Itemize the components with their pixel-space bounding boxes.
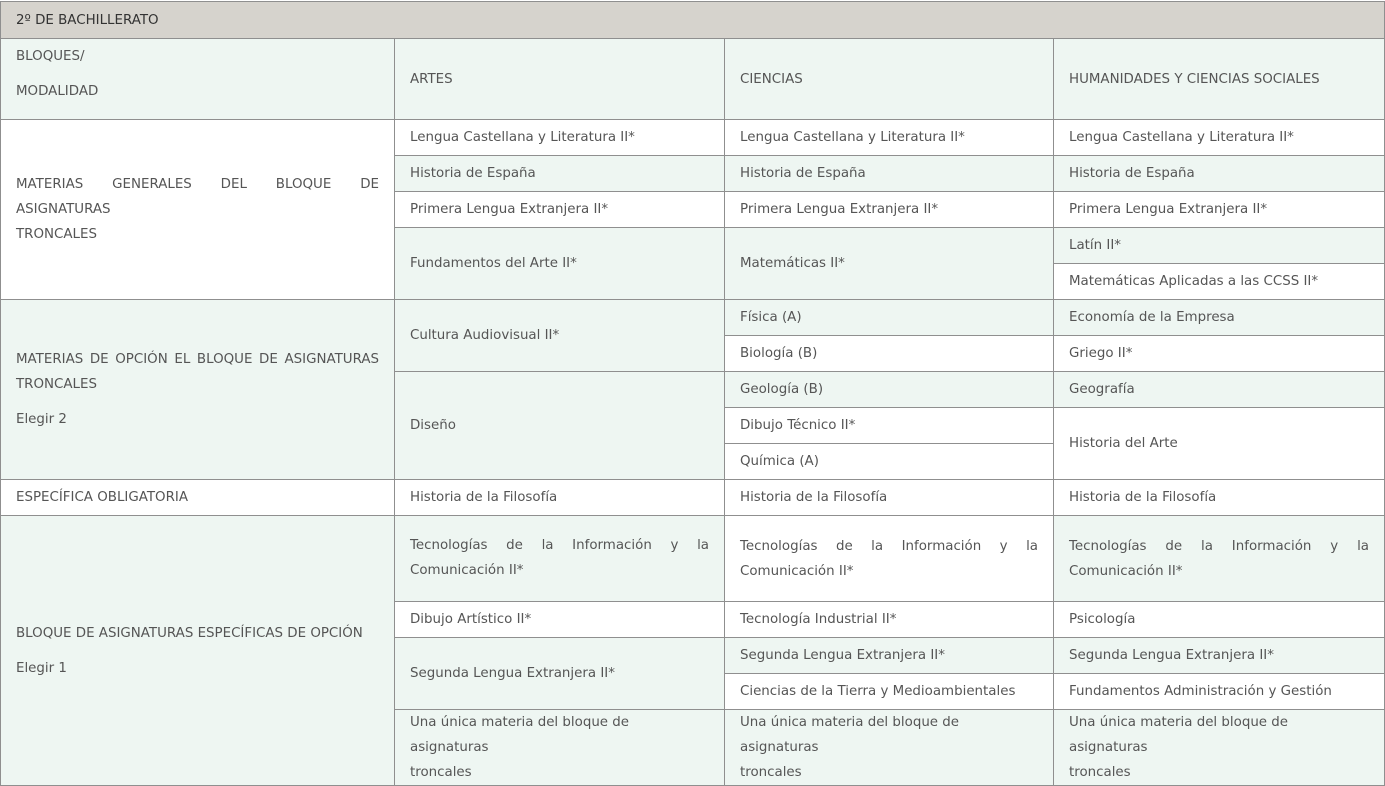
subject-cell-troncal xyxy=(1054,710,1385,786)
subject-cell: Diseño xyxy=(395,372,725,480)
generales-label-line-2: TRONCALES xyxy=(16,227,97,242)
tic-line-1: Tecnologías de la Información y la xyxy=(1069,538,1370,554)
subject-cell: Segunda Lengua Extranjera II* xyxy=(725,638,1054,674)
subject-cell-tic xyxy=(395,516,725,602)
generales-label-line-1: MATERIAS GENERALES DEL BLOQUE DE ASIGNATURAS xyxy=(16,177,379,217)
subject-cell: Lengua Castellana y Literatura II* xyxy=(725,120,1054,156)
block-label-generales xyxy=(1,120,395,300)
subject-cell: Psicología xyxy=(1054,602,1385,638)
subject-cell: Historia de la Filosofía xyxy=(1054,480,1385,516)
corner-header xyxy=(1,39,395,120)
troncal-line-1: Una única materia del bloque de asignaturas xyxy=(740,715,960,755)
troncal-line-1: Una única materia del bloque de asignaturas xyxy=(1069,715,1289,755)
subject-cell-troncal xyxy=(725,710,1054,786)
subject-cell: Historia de la Filosofía xyxy=(725,480,1054,516)
corner-line-2: MODALIDAD xyxy=(16,84,99,99)
subject-cell: Griego II* xyxy=(1054,336,1385,372)
subject-cell: Lengua Castellana y Literatura II* xyxy=(395,120,725,156)
subject-cell: Geografía xyxy=(1054,372,1385,408)
subject-cell: Química (A) xyxy=(725,444,1054,480)
subject-cell-troncal xyxy=(395,710,725,786)
subject-cell: Dibujo Técnico II* xyxy=(725,408,1054,444)
subject-cell: Ciencias de la Tierra y Medioambientales xyxy=(725,674,1054,710)
column-header-artes: ARTES xyxy=(395,39,725,120)
subject-cell: Historia de España xyxy=(395,156,725,192)
corner-line-1: BLOQUES/ xyxy=(16,49,85,64)
subject-cell: Historia de España xyxy=(725,156,1054,192)
subject-cell: Primera Lengua Extranjera II* xyxy=(395,192,725,228)
troncal-line-2: troncales xyxy=(1069,765,1131,780)
tic-line-2: Comunicación II* xyxy=(410,563,524,578)
subject-cell: Economía de la Empresa xyxy=(1054,300,1385,336)
subject-cell: Física (A) xyxy=(725,300,1054,336)
troncal-line-1: Una única materia del bloque de asignaturas xyxy=(410,715,630,755)
subject-cell: Geología (B) xyxy=(725,372,1054,408)
bachillerato-table xyxy=(0,1,1385,786)
subject-cell: Segunda Lengua Extranjera II* xyxy=(1054,638,1385,674)
table-title: 2º DE BACHILLERATO xyxy=(1,2,1385,39)
especificas-label-note: Elegir 1 xyxy=(16,660,67,676)
subject-cell: Segunda Lengua Extranjera II* xyxy=(395,638,725,710)
opcion-label-line-2: TRONCALES xyxy=(16,377,97,392)
subject-cell: Matemáticas Aplicadas a las CCSS II* xyxy=(1054,264,1385,300)
subject-cell: Latín II* xyxy=(1054,228,1385,264)
subject-cell: Biología (B) xyxy=(725,336,1054,372)
subject-cell: Fundamentos Administración y Gestión xyxy=(1054,674,1385,710)
column-header-humanidades: HUMANIDADES Y CIENCIAS SOCIALES xyxy=(1054,39,1385,120)
column-header-ciencias: CIENCIAS xyxy=(725,39,1054,120)
block-label-especifica: ESPECÍFICA OBLIGATORIA xyxy=(1,480,395,516)
troncal-line-2: troncales xyxy=(740,765,802,780)
tic-line-2: Comunicación II* xyxy=(740,563,854,579)
opcion-label-note: Elegir 2 xyxy=(16,412,67,427)
subject-cell: Fundamentos del Arte II* xyxy=(395,228,725,300)
subject-cell: Primera Lengua Extranjera II* xyxy=(725,192,1054,228)
tic-line-1: Tecnologías de la Información y la xyxy=(410,538,709,553)
troncal-line-2: troncales xyxy=(410,765,472,780)
subject-cell: Primera Lengua Extranjera II* xyxy=(1054,192,1385,228)
tic-line-2: Comunicación II* xyxy=(1069,563,1183,579)
subject-cell-tic xyxy=(725,516,1054,602)
block-label-opcion xyxy=(1,300,395,480)
subject-cell: Dibujo Artístico II* xyxy=(395,602,725,638)
subject-cell: Lengua Castellana y Literatura II* xyxy=(1054,120,1385,156)
subject-cell: Historia de España xyxy=(1054,156,1385,192)
subject-cell: Matemáticas II* xyxy=(725,228,1054,300)
especificas-label: BLOQUE DE ASIGNATURAS ESPECÍFICAS DE OPCIÓN xyxy=(16,625,363,641)
block-label-especificas-opcion xyxy=(1,516,395,786)
subject-cell: Historia de la Filosofía xyxy=(395,480,725,516)
subject-cell: Tecnología Industrial II* xyxy=(725,602,1054,638)
subject-cell: Historia del Arte xyxy=(1054,408,1385,480)
tic-line-1: Tecnologías de la Información y la xyxy=(740,538,1038,554)
subject-cell-tic xyxy=(1054,516,1385,602)
opcion-label-line-1: MATERIAS DE OPCIÓN EL BLOQUE DE ASIGNATURAS xyxy=(16,352,379,367)
subject-cell: Cultura Audiovisual II* xyxy=(395,300,725,372)
